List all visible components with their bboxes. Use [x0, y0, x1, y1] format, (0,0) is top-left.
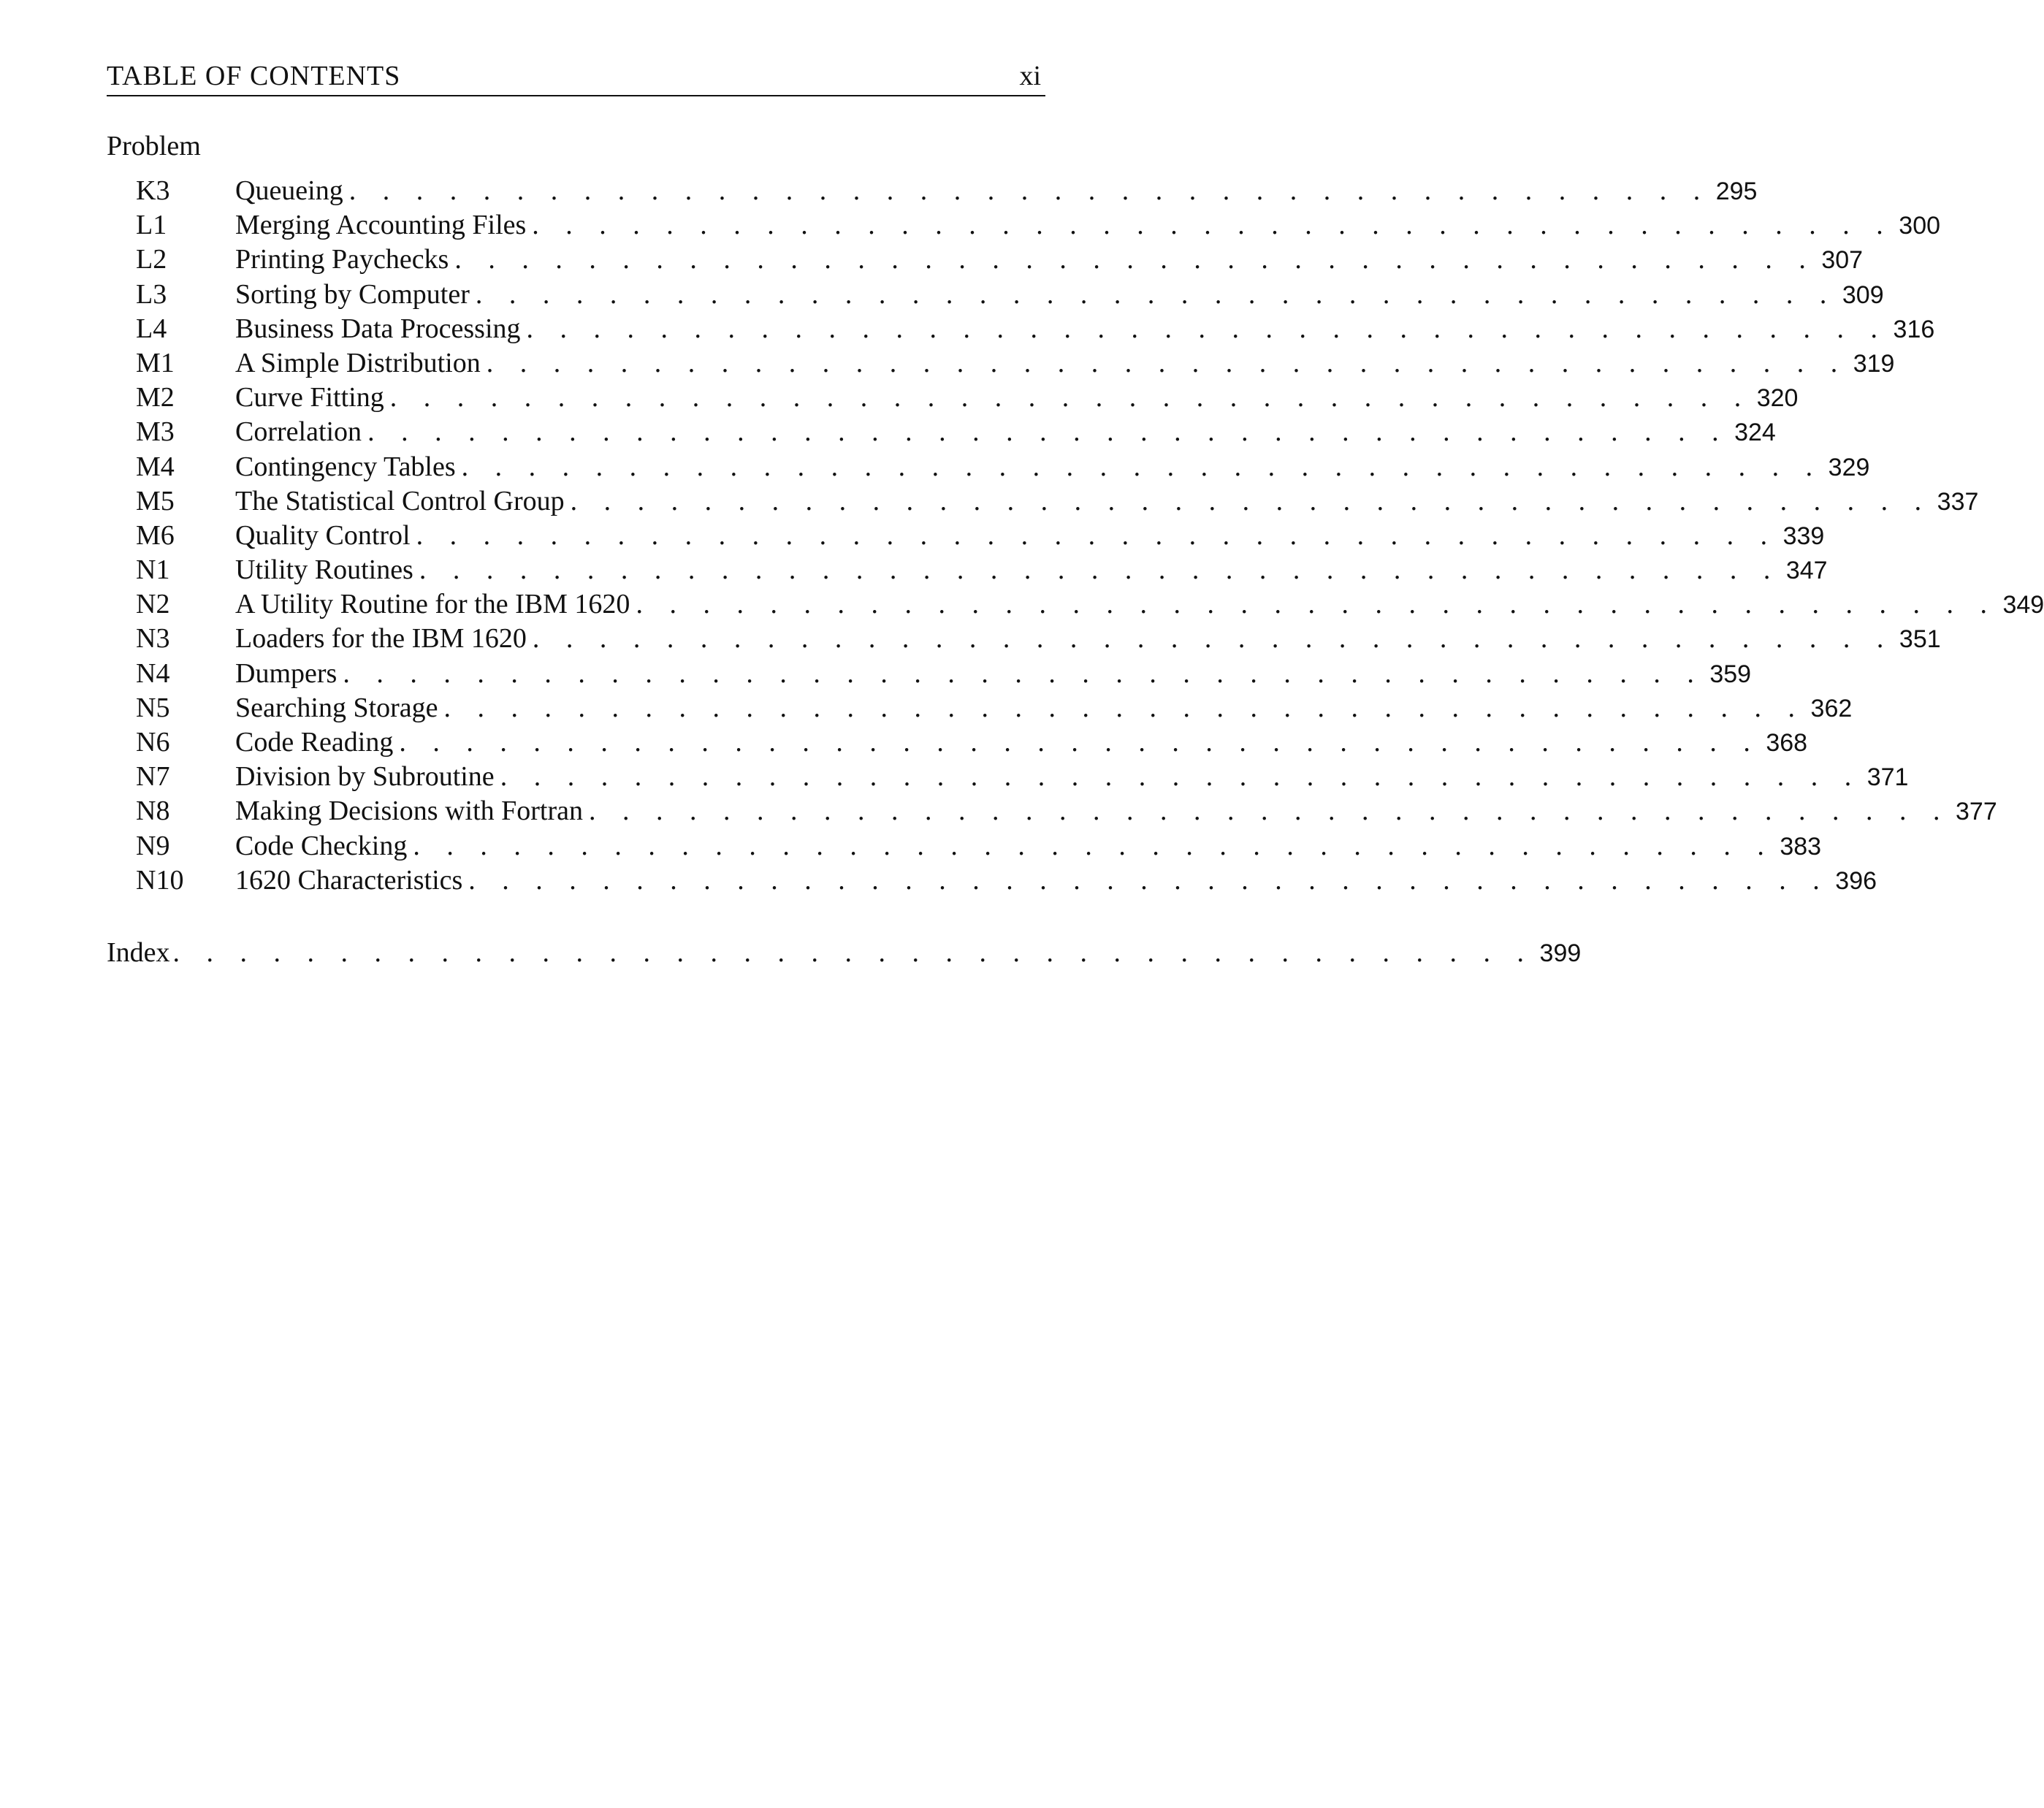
dot-leader: . . . . . . . . . . . . . . . . . . . . . . . . . . . . . . . . . . . . . . . . . [348, 175, 1710, 206]
entry-page-number: 295 [1715, 178, 1758, 205]
entry-page-number: 316 [1893, 315, 1935, 343]
problem-code: N6 [136, 727, 170, 758]
dot-leader: . . . . . . . . . . . . . . . . . . . . . . . . . . . . . . . . . . . . . . . . . [475, 278, 1837, 310]
entry-line [235, 415, 1776, 450]
problem-code: M5 [136, 485, 175, 516]
entry-page-number: 337 [1937, 487, 1979, 516]
problem-code: N3 [136, 623, 170, 655]
entry-title: A Utility Routine for the IBM 1620 [235, 589, 630, 620]
toc-entry[interactable] [107, 863, 1877, 898]
toc-entry[interactable] [107, 278, 1884, 312]
toc-entry[interactable] [107, 346, 1895, 381]
dot-leader: . . . . . . . . . . . . . . . . . . . . . . . . . . . . . . . . . . . . . . . . . [454, 244, 1816, 275]
entry-title: Business Data Processing [235, 313, 521, 344]
entry-title: Curve Fitting [235, 382, 384, 413]
toc-entry-index[interactable] [107, 934, 1582, 971]
toc-entry[interactable] [107, 760, 1909, 794]
entry-title: Utility Routines [235, 554, 413, 586]
toc-entry[interactable] [107, 450, 1870, 484]
entry-title: Division by Subroutine [235, 761, 495, 793]
toc-entry[interactable] [107, 725, 1808, 760]
entry-page-number: 300 [1899, 212, 1941, 240]
problem-column-label: Problem [107, 131, 201, 161]
problem-code: L4 [136, 313, 167, 344]
dot-leader: . . . . . . . . . . . . . . . . . . . . . . . . . . . . . . . . . . . . . . . . . [570, 485, 1931, 516]
problem-code: N4 [136, 657, 170, 689]
dot-leader: . . . . . . . . . . . . . . . . . . . . . . . . . . . . . . . . . . . . . . . . . [461, 451, 1823, 482]
entry-line [235, 278, 1884, 313]
toc-entry[interactable] [107, 243, 1864, 277]
entry-title: The Statistical Control Group [235, 485, 565, 516]
entry-title: Loaders for the IBM 1620 [235, 623, 527, 655]
entry-title: Queueing [235, 175, 343, 206]
entry-page-number: 307 [1821, 246, 1864, 275]
entry-title: 1620 Characteristics [235, 864, 463, 896]
entry-line [235, 657, 1752, 692]
entry-page-number: 347 [1785, 557, 1828, 585]
problem-code: M6 [136, 519, 175, 551]
entry-title: A Simple Distribution [235, 347, 481, 378]
entry-line [235, 381, 1799, 416]
dot-leader: . . . . . . . . . . . . . . . . . . . . . . . . . . . . . . . . . . . . . . . . . [532, 623, 1894, 655]
problem-code: M4 [136, 451, 175, 482]
problem-code: L1 [136, 210, 167, 241]
problem-code: N9 [136, 830, 170, 861]
toc-entry[interactable] [107, 587, 2044, 622]
dot-leader: . . . . . . . . . . . . . . . . . . . . . . . . . . . . . . . . . . . . . . . . . [636, 589, 1997, 620]
entry-line [235, 243, 1864, 278]
entry-line [235, 622, 1941, 657]
dot-leader: . . . . . . . . . . . . . . . . . . . . . . . . . . . . . . . . . . . . . . . . . [468, 864, 1830, 896]
entry-title: Dumpers [235, 657, 338, 689]
entry-title: Quality Control [235, 519, 411, 551]
entry-page-number: 396 [1835, 866, 1877, 895]
entry-line [235, 208, 1941, 243]
entry-page-number: 362 [1810, 694, 1853, 722]
problem-code: N5 [136, 692, 170, 723]
entry-page-number: 368 [1766, 729, 1808, 757]
entry-title: Merging Accounting Files [235, 210, 527, 241]
toc-entry[interactable] [107, 519, 1825, 553]
problem-code: N7 [136, 761, 170, 793]
entry-page-number: 359 [1709, 660, 1752, 688]
entry-line [235, 829, 1822, 864]
entry-line [235, 863, 1877, 899]
problem-code: L3 [136, 278, 167, 310]
page-header [107, 57, 1045, 96]
entry-page-number: 329 [1828, 453, 1870, 481]
entry-page-number: 371 [1866, 763, 1909, 792]
dot-leader: . . . . . . . . . . . . . . . . . . . . . . . . . . . . . . . . . . . . . . . . . [343, 657, 1704, 689]
entry-title: Making Decisions with Fortran [235, 796, 584, 827]
toc-entry[interactable] [107, 174, 1758, 208]
toc-entry[interactable] [107, 794, 1997, 828]
entry-title: Code Reading [235, 727, 394, 758]
entry-line [235, 312, 1935, 347]
entry-line [235, 450, 1870, 485]
entry-title: Searching Storage [235, 692, 438, 723]
dot-leader: . . . . . . . . . . . . . . . . . . . . . . . . . . . . . . . . . . . . . . . . . [500, 761, 1861, 793]
problem-code: M2 [136, 382, 175, 413]
entry-page-number: 377 [1956, 798, 1997, 826]
entry-page-number: 349 [2002, 591, 2044, 619]
problem-code: K3 [136, 175, 170, 206]
header-page-number: xi [1019, 61, 1041, 91]
dot-leader: . . . . . . . . . . . . . . . . . . . . . . . . . . . . . . . . . . . . . . . . . [172, 937, 1534, 968]
problem-code: M3 [136, 416, 175, 448]
entry-page-number: 320 [1756, 384, 1799, 413]
problem-code: L2 [136, 244, 167, 275]
entry-line [235, 519, 1825, 554]
index-title: Index [107, 937, 170, 968]
entry-line [235, 346, 1895, 381]
toc-list [107, 174, 2044, 898]
entry-page-number: 319 [1853, 349, 1895, 378]
dot-leader: . . . . . . . . . . . . . . . . . . . . . . . . . . . . . . . . . . . . . . . . . [532, 210, 1894, 241]
entry-line [235, 174, 1758, 209]
dot-leader: . . . . . . . . . . . . . . . . . . . . . . . . . . . . . . . . . . . . . . . . . [399, 727, 1761, 758]
entry-line [235, 587, 2044, 622]
toc-entry[interactable] [107, 622, 1941, 656]
problem-code: N8 [136, 796, 170, 827]
entry-page-number: 339 [1782, 522, 1825, 550]
toc-entry[interactable] [107, 553, 1828, 587]
entry-line [235, 725, 1808, 760]
dot-leader: . . . . . . . . . . . . . . . . . . . . . . . . . . . . . . . . . . . . . . . . . [416, 519, 1777, 551]
toc-page [107, 57, 2044, 971]
toc-entry[interactable] [107, 208, 1941, 243]
problem-code: N10 [136, 864, 184, 896]
entry-title: Correlation [235, 416, 362, 448]
entry-line [235, 760, 1909, 795]
entry-page-number: 351 [1899, 625, 1941, 654]
problem-code: N1 [136, 554, 170, 586]
toc-entry[interactable] [107, 484, 1979, 519]
problem-code: M1 [136, 347, 175, 378]
entry-page-number: 383 [1780, 832, 1822, 861]
dot-leader: . . . . . . . . . . . . . . . . . . . . . . . . . . . . . . . . . . . . . . . . . [486, 347, 1847, 378]
toc-entry[interactable] [107, 312, 1935, 346]
entry-line [235, 484, 1979, 519]
entry-line [235, 794, 1997, 829]
header-title: TABLE OF CONTENTS [107, 61, 401, 91]
entry-title: Code Checking [235, 830, 408, 861]
toc-entry[interactable] [107, 691, 1853, 725]
entry-title: Sorting by Computer [235, 278, 470, 310]
problem-code: N2 [136, 589, 170, 620]
entry-page-number: 309 [1842, 281, 1884, 309]
toc-entry[interactable] [107, 415, 1776, 449]
entry-line [235, 553, 1828, 588]
toc-entry[interactable] [107, 381, 1799, 415]
entry-page-number: 324 [1734, 419, 1776, 447]
entry-title: Printing Paychecks [235, 244, 449, 275]
toc-entry[interactable] [107, 829, 1822, 863]
dot-leader: . . . . . . . . . . . . . . . . . . . . . . . . . . . . . . . . . . . . . . . . . [589, 796, 1950, 827]
dot-leader: . . . . . . . . . . . . . . . . . . . . . . . . . . . . . . . . . . . . . . . . . [443, 692, 1805, 723]
index-page-number: 399 [1539, 939, 1582, 967]
toc-entry[interactable] [107, 657, 1752, 691]
entry-title: Contingency Tables [235, 451, 456, 482]
dot-leader: . . . . . . . . . . . . . . . . . . . . . . . . . . . . . . . . . . . . . . . . . [413, 830, 1774, 861]
entry-line [235, 691, 1853, 726]
dot-leader: . . . . . . . . . . . . . . . . . . . . . . . . . . . . . . . . . . . . . . . . . [419, 554, 1780, 586]
dot-leader: . . . . . . . . . . . . . . . . . . . . . . . . . . . . . . . . . . . . . . . . . [367, 416, 1729, 448]
dot-leader: . . . . . . . . . . . . . . . . . . . . . . . . . . . . . . . . . . . . . . . . . [526, 313, 1888, 344]
dot-leader: . . . . . . . . . . . . . . . . . . . . . . . . . . . . . . . . . . . . . . . . . [389, 382, 1751, 413]
